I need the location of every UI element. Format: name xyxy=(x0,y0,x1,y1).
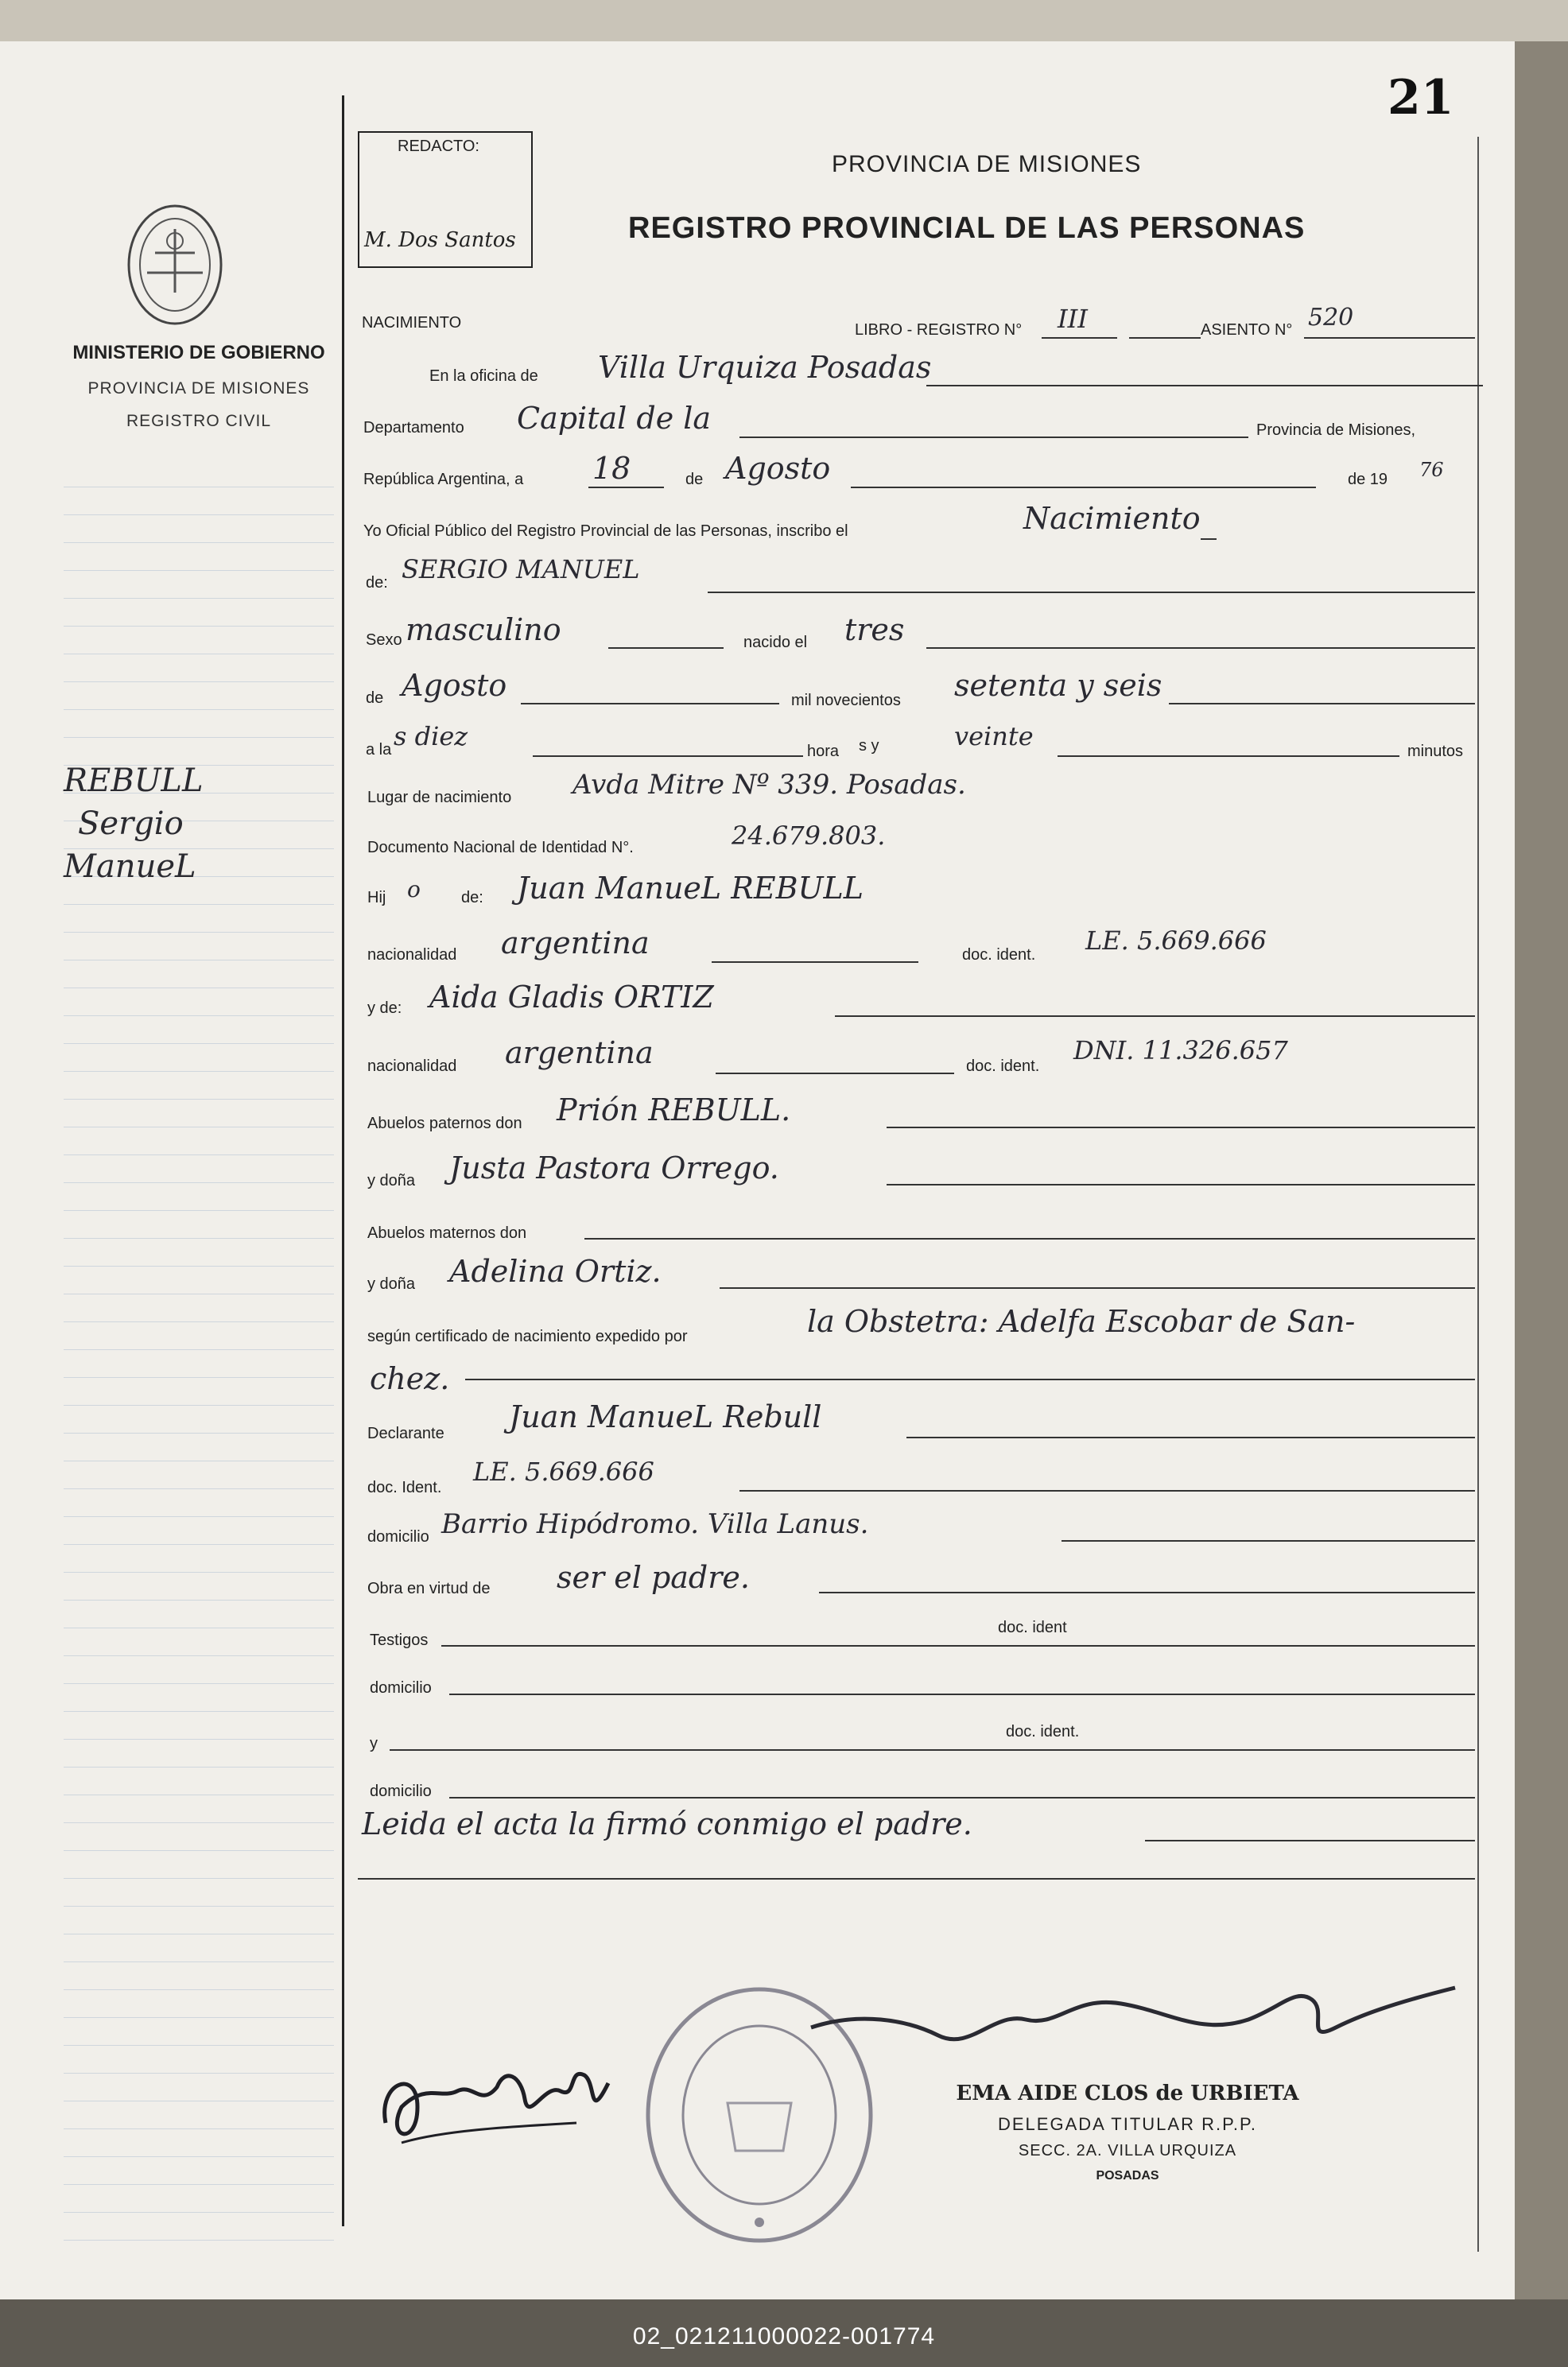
margin-note-surname: REBULL xyxy=(64,762,204,799)
ruling-line xyxy=(64,904,334,905)
obra-line xyxy=(819,1592,1475,1593)
ruling-line xyxy=(64,542,334,543)
ruling-line xyxy=(64,709,334,710)
office-label: REGISTRO CIVIL xyxy=(126,412,272,430)
y2-label: y xyxy=(370,1735,378,1752)
ruling-line xyxy=(64,626,334,627)
sexo-label: Sexo xyxy=(366,631,402,649)
provincia-label: Provincia de Misiones, xyxy=(1256,421,1416,439)
madre-value: Aida Gladis ORTIZ xyxy=(429,980,714,1015)
abuela-pat-dona-label: y doña xyxy=(367,1172,416,1189)
padre-nac-line xyxy=(712,961,918,963)
ruling-line xyxy=(64,1739,334,1740)
province-seal-icon xyxy=(123,197,227,328)
padre-nac-label: nacionalidad xyxy=(367,946,457,964)
ruling-line xyxy=(64,2212,334,2213)
abuela-pat-line xyxy=(887,1184,1475,1185)
anio-nac-line xyxy=(1169,703,1475,704)
ruling-line xyxy=(64,1349,334,1350)
acto-line xyxy=(1201,538,1217,540)
libro-dash xyxy=(1129,337,1201,339)
padre-doc-value: LE. 5.669.666 xyxy=(1085,925,1267,956)
cierre-value: Leida el acta la firmó conmigo el padre. xyxy=(362,1806,972,1841)
y-label: s y xyxy=(859,737,879,755)
obra-value: ser el padre. xyxy=(557,1560,750,1595)
ruling-line xyxy=(64,1099,334,1100)
ruling-line xyxy=(64,1600,334,1601)
nombre-value: SERGIO MANUEL xyxy=(402,554,640,584)
redacto-signature: M. Dos Santos xyxy=(364,228,516,252)
minutos-label: minutos xyxy=(1407,743,1464,760)
dia-line xyxy=(588,487,664,488)
document-page xyxy=(0,41,1515,2299)
ruling-line xyxy=(64,1516,334,1517)
father-signature xyxy=(370,2051,632,2163)
ruling-line xyxy=(64,2184,334,2185)
lugar-label: Lugar de nacimiento xyxy=(367,789,512,806)
ruling-line xyxy=(64,2128,334,2129)
segun-label: según certificado de nacimiento expedido por xyxy=(367,1328,688,1345)
ruling-line xyxy=(64,1321,334,1322)
declarante-doc-value: LE. 5.669.666 xyxy=(473,1457,654,1487)
ruling-line xyxy=(64,681,334,682)
asiento-line xyxy=(1304,337,1475,339)
underlying-sheet xyxy=(0,0,1568,48)
lugar-value: Avda Mitre Nº 339. Posadas. xyxy=(572,769,966,801)
de-label: de xyxy=(685,471,704,488)
ruling-line xyxy=(64,2045,334,2046)
nombre-line xyxy=(708,592,1475,593)
ruling-line xyxy=(64,1683,334,1684)
departamento-label: Departamento xyxy=(363,419,464,437)
de3-label: de xyxy=(366,689,384,707)
nacido-label: nacido el xyxy=(743,634,808,651)
minutos-line xyxy=(1058,755,1399,757)
declarante-label: Declarante xyxy=(367,1425,444,1442)
scan-id: 02_021211000022-001774 xyxy=(632,2323,936,2350)
oficina-line xyxy=(926,385,1483,386)
official-section: SECC. 2A. VILLA URQUIZA xyxy=(1018,2142,1237,2159)
ruling-line xyxy=(64,1405,334,1406)
y2-line xyxy=(390,1749,1475,1751)
official-name: EMA AIDE CLOS de URBIETA xyxy=(956,2082,1299,2105)
domicilio-value: Barrio Hipódromo. Villa Lanus. xyxy=(441,1508,869,1540)
acto-value: Nacimiento xyxy=(1023,501,1201,536)
ruling-line xyxy=(64,598,334,599)
departamento-line xyxy=(739,437,1248,438)
ruling-line xyxy=(64,1433,334,1434)
page-edge-shadow xyxy=(1515,41,1568,2299)
ruling-line xyxy=(64,1377,334,1378)
domicilio3-line xyxy=(449,1797,1475,1799)
domicilio2-label: domicilio xyxy=(370,1679,432,1697)
page-number: 21 xyxy=(1388,70,1454,126)
testigos-line xyxy=(441,1645,1475,1647)
margin-note xyxy=(64,759,204,888)
ruling-line xyxy=(64,1488,334,1489)
ruling-line xyxy=(64,2017,334,2018)
anio-label: de 19 xyxy=(1348,471,1388,488)
segun-cont-line xyxy=(465,1379,1475,1380)
domicilio-label: domicilio xyxy=(367,1528,429,1546)
mes-value: Agosto xyxy=(725,451,831,486)
ruling-line xyxy=(64,1015,334,1016)
anio-nac-value: setenta y seis xyxy=(954,668,1162,703)
ruling-line xyxy=(64,2073,334,2074)
asiento-label: ASIENTO N° xyxy=(1201,321,1293,339)
hijo-suffix: o xyxy=(407,876,421,902)
sexo-line xyxy=(608,647,724,649)
madre-line xyxy=(835,1015,1475,1017)
mil-label: mil novecientos xyxy=(791,692,901,709)
registry-title: REGISTRO PROVINCIAL DE LAS PERSONAS xyxy=(628,211,1306,245)
segun-cont-value: chez. xyxy=(370,1361,450,1396)
padre-value: Juan ManueL REBULL xyxy=(517,871,864,906)
ruling-line xyxy=(64,1182,334,1183)
madre-doc-label: doc. ident. xyxy=(966,1057,1040,1075)
right-edge-line xyxy=(1477,137,1479,2252)
libro-label: LIBRO - REGISTRO N° xyxy=(855,321,1023,339)
margin-note-first-name: Sergio xyxy=(78,805,184,842)
hijo-label: Hij xyxy=(367,889,386,906)
declarante-line xyxy=(906,1437,1475,1438)
departamento-value: Capital de la xyxy=(517,401,712,436)
abuelo-mat-line xyxy=(584,1238,1475,1240)
ruling-line xyxy=(64,1711,334,1712)
testigos-label: Testigos xyxy=(370,1632,429,1649)
ruling-line xyxy=(64,1266,334,1267)
dni-label: Documento Nacional de Identidad N°. xyxy=(367,839,634,856)
nacimiento-label: NACIMIENTO xyxy=(362,314,462,332)
ruling-line xyxy=(64,1544,334,1545)
oficina-value: Villa Urquiza Posadas xyxy=(598,350,932,385)
testigos-doc-label: doc. ident xyxy=(998,1619,1067,1636)
madre-doc-value: DNI. 11.326.657 xyxy=(1073,1035,1288,1065)
ruling-line xyxy=(64,1850,334,1851)
libro-value: III xyxy=(1058,304,1088,334)
republica-label: República Argentina, a xyxy=(363,471,524,488)
nacido-value: tres xyxy=(844,612,905,647)
cierre-line xyxy=(1145,1840,1475,1841)
libro-line xyxy=(1042,337,1117,339)
ruling-line xyxy=(64,1154,334,1155)
ruling-line xyxy=(64,1210,334,1211)
ruling-line xyxy=(64,1043,334,1044)
mes-line xyxy=(851,487,1316,488)
madre-nac-label: nacionalidad xyxy=(367,1057,457,1075)
nacido-line xyxy=(926,647,1475,649)
declarante-doc-line xyxy=(739,1490,1475,1492)
padre-nac-value: argentina xyxy=(501,925,650,960)
domicilio3-label: domicilio xyxy=(370,1783,432,1800)
y-de-label: y de: xyxy=(367,999,402,1017)
province-label: PROVINCIA DE MISIONES xyxy=(87,379,310,398)
official-signature xyxy=(787,1964,1471,2067)
margin-note-middle-name: ManueL xyxy=(64,848,196,885)
province-header: PROVINCIA DE MISIONES xyxy=(832,151,1142,177)
abuela-mat-value: Adelina Ortiz. xyxy=(449,1254,662,1289)
ruling-line xyxy=(64,1238,334,1239)
anio-value: 76 xyxy=(1419,459,1444,481)
abuelos-mat-label: Abuelos maternos don xyxy=(367,1224,527,1242)
abuela-mat-line xyxy=(720,1287,1475,1289)
abuelo-pat-line xyxy=(887,1127,1475,1128)
ruling-line xyxy=(64,570,334,571)
ruling-line xyxy=(64,1822,334,1823)
ruling-line xyxy=(64,1071,334,1072)
abuela-pat-value: Justa Pastora Orrego. xyxy=(449,1151,779,1185)
ruling-line xyxy=(64,1989,334,1990)
ruling-line xyxy=(64,932,334,933)
asiento-value: 520 xyxy=(1308,304,1354,332)
hora-value: s diez xyxy=(394,721,468,751)
madre-nac-value: argentina xyxy=(505,1035,654,1070)
obra-label: Obra en virtud de xyxy=(367,1580,491,1597)
ministry-label: MINISTERIO DE GOBIERNO xyxy=(72,342,325,363)
declarante-doc-label: doc. Ident. xyxy=(367,1479,442,1496)
hora-label: hora xyxy=(807,743,840,760)
hijo-de-label: de: xyxy=(461,889,483,906)
dia-value: 18 xyxy=(592,451,631,486)
ruling-line xyxy=(64,514,334,515)
ruling-line xyxy=(64,2156,334,2157)
abuela-mat-dona-label: y doña xyxy=(367,1275,416,1293)
dni-value: 24.679.803. xyxy=(732,821,886,851)
blank-line xyxy=(358,1878,1475,1880)
redacto-box xyxy=(358,131,533,268)
ruling-line xyxy=(64,1572,334,1573)
abuelo-pat-value: Prión REBULL. xyxy=(557,1092,791,1127)
official-title: DELEGADA TITULAR R.P.P. xyxy=(997,2114,1257,2134)
oficina-label: En la oficina de xyxy=(429,367,538,385)
margin-divider-line xyxy=(342,95,344,2226)
mes-nac-line xyxy=(521,703,779,704)
y2-doc-label: doc. ident. xyxy=(1006,1723,1080,1740)
hora-line xyxy=(533,755,803,757)
ruling-line xyxy=(64,737,334,738)
declarante-value: Juan ManueL Rebull xyxy=(509,1399,822,1434)
segun-value: la Obstetra: Adelfa Escobar de San- xyxy=(807,1304,1356,1339)
ruling-line xyxy=(64,2240,334,2241)
domicilio2-line xyxy=(449,1694,1475,1695)
mes-nac-value: Agosto xyxy=(402,668,507,703)
a-la-label: a la xyxy=(366,741,392,759)
madre-nac-line xyxy=(716,1073,954,1074)
minutos-value: veinte xyxy=(954,721,1034,751)
domicilio-line xyxy=(1062,1540,1475,1542)
padre-doc-label: doc. ident. xyxy=(962,946,1036,964)
de2-label: de: xyxy=(366,574,388,592)
sexo-value: masculino xyxy=(406,612,561,647)
official-city: POSADAS xyxy=(1096,2169,1159,2183)
ruling-line xyxy=(64,1655,334,1656)
abuelos-pat-label: Abuelos paternos don xyxy=(367,1115,522,1132)
ruling-line xyxy=(64,1906,334,1907)
ruling-line xyxy=(64,1878,334,1879)
oficial-label: Yo Oficial Público del Registro Provincial de las Personas, inscribo el xyxy=(363,522,848,540)
redacto-label: REDACTO: xyxy=(398,138,479,155)
